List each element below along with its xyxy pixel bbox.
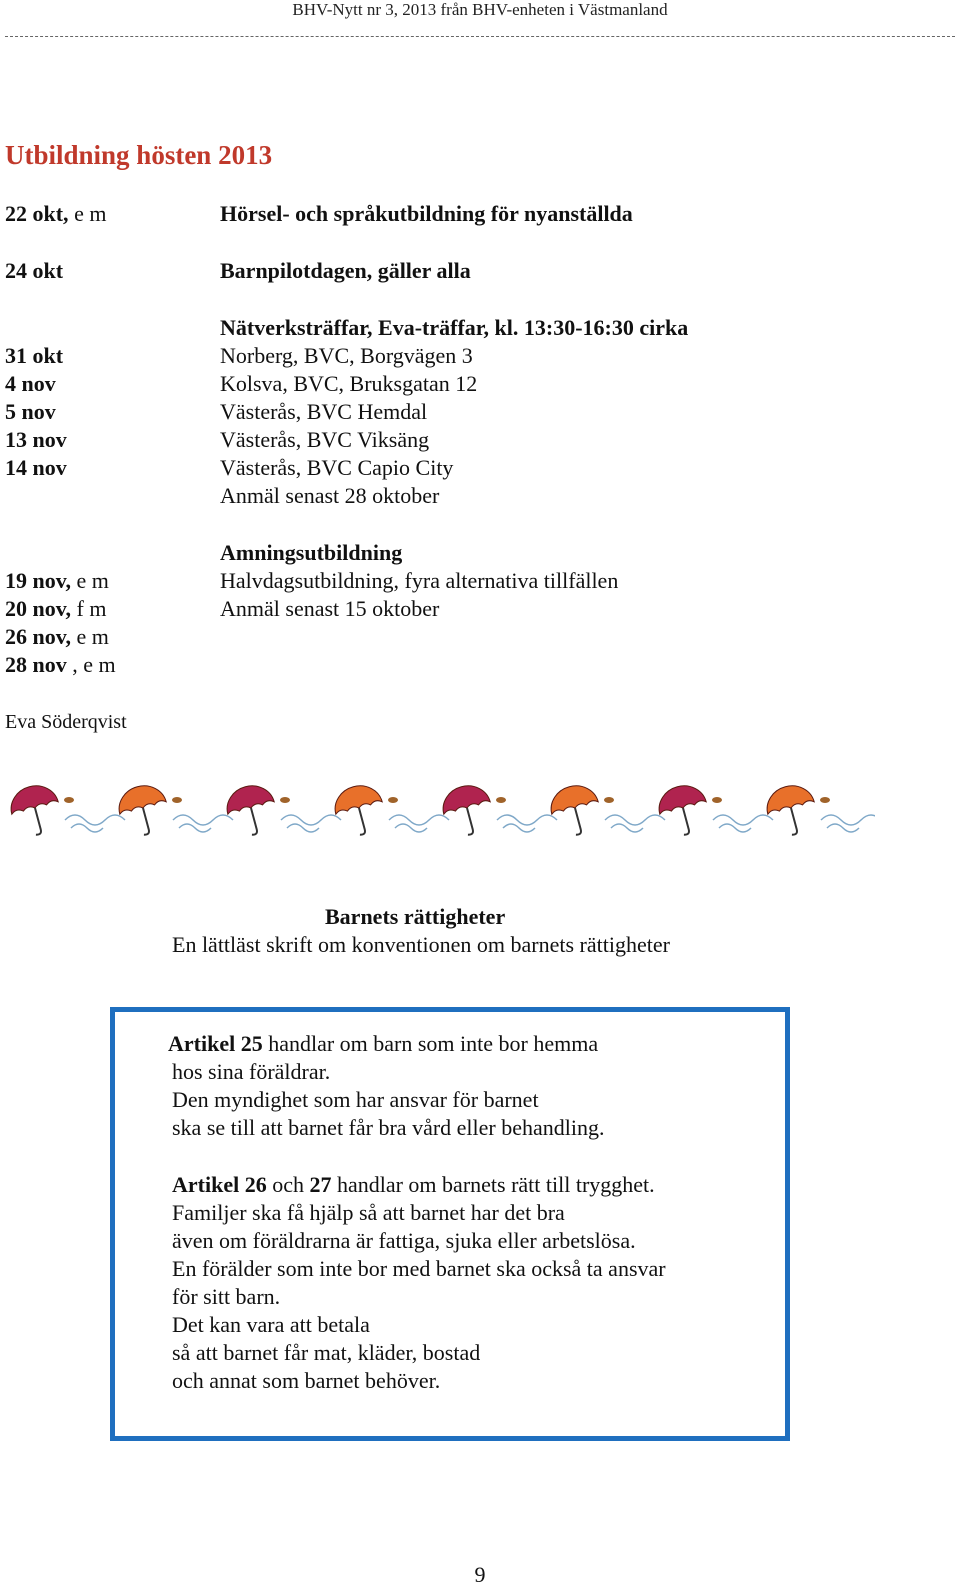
umbrella-icon (654, 781, 713, 838)
umbrella-icon (6, 781, 65, 838)
network-date: 31 okt (5, 343, 64, 368)
breastfeeding-deadline: Anmäl senast 15 oktober (220, 596, 440, 621)
wind-swirl-icon (389, 815, 449, 832)
article2627-line: och annat som barnet behöver. (172, 1368, 441, 1393)
wind-swirl-icon (821, 815, 875, 832)
page-number: 9 (474, 1562, 486, 1587)
wind-swirl-icon (713, 815, 773, 832)
article25-line: Den myndighet som har ansvar för barnet (172, 1087, 539, 1112)
rights-title: Barnets rättigheter (325, 904, 506, 929)
umbrella-icon (330, 781, 389, 838)
umbrella-border-icon (5, 778, 875, 838)
breastfeeding-date: 26 nov, e m (5, 624, 109, 649)
umbrella-icon (222, 781, 281, 838)
page-header: BHV-Nytt nr 3, 2013 från BHV-enheten i Västmanland (292, 0, 668, 19)
rights-subtitle: En lättläst skrift om konventionen om barnets rättigheter (172, 932, 670, 957)
leaf-icon (172, 797, 182, 803)
leaf-icon (712, 797, 722, 803)
network-date: 13 nov (5, 427, 67, 452)
network-date: 14 nov (5, 455, 67, 480)
breastfeeding-date: 19 nov, e m (5, 568, 109, 593)
breastfeeding-date: 20 nov, f m (5, 596, 107, 621)
network-place: Västerås, BVC Capio City (220, 455, 454, 480)
header-rule (5, 36, 955, 37)
article25-line: hos sina föräldrar. (172, 1059, 331, 1084)
umbrella-icon (114, 781, 173, 838)
article2627-line: även om föräldrarna är fattiga, sjuka eller arbetslösa. (172, 1228, 636, 1253)
article2627-line: Det kan vara att betala (172, 1312, 370, 1337)
leaf-icon (496, 797, 506, 803)
author-signature: Eva Söderqvist (5, 711, 127, 733)
wind-swirl-icon (605, 815, 665, 832)
leaf-icon (280, 797, 290, 803)
article2627-line: En förälder som inte bor med barnet ska också ta ansvar (172, 1256, 666, 1281)
wind-swirl-icon (497, 815, 557, 832)
wind-swirl-icon (173, 815, 233, 832)
network-place: Norberg, BVC, Borgvägen 3 (220, 343, 473, 368)
network-place: Västerås, BVC Viksäng (220, 427, 430, 452)
network-date: 5 nov (5, 399, 56, 424)
leaf-icon (388, 797, 398, 803)
umbrella-icon (438, 781, 497, 838)
hearing-course: Hörsel- och språkutbildning för nyanställda (220, 201, 633, 226)
section-title: Utbildning hösten 2013 (5, 140, 273, 170)
pilot-date: 24 okt (5, 258, 64, 283)
breastfeeding-heading: Amningsutbildning (220, 540, 403, 565)
leaf-icon (604, 797, 614, 803)
leaf-icon (64, 797, 74, 803)
network-date: 4 nov (5, 371, 56, 396)
network-deadline: Anmäl senast 28 oktober (220, 483, 440, 508)
umbrella-icon (546, 781, 605, 838)
wind-swirl-icon (281, 815, 341, 832)
article2627-line: för sitt barn. (172, 1284, 281, 1309)
breastfeeding-info: Halvdagsutbildning, fyra alternativa tillfällen (220, 568, 619, 593)
leaf-icon (820, 797, 830, 803)
pilot-course: Barnpilotdagen, gäller alla (220, 258, 471, 283)
article25-line: ska se till att barnet får bra vård eller behandling. (172, 1115, 605, 1140)
hearing-date: 22 okt, e m (5, 201, 107, 226)
article2627-line: Familjer ska få hjälp så att barnet har det bra (172, 1200, 565, 1225)
umbrella-icon (762, 781, 821, 838)
wind-swirl-icon (65, 815, 125, 832)
article25-heading: Artikel 25 handlar om barn som inte bor hemma (168, 1031, 599, 1056)
network-place: Kolsva, BVC, Bruksgatan 12 (220, 371, 478, 396)
network-place: Västerås, BVC Hemdal (220, 399, 428, 424)
article2627-line: så att barnet får mat, kläder, bostad (172, 1340, 481, 1365)
article2627-heading: Artikel 26 och 27 handlar om barnets rätt till trygghet. (172, 1172, 655, 1197)
breastfeeding-date: 28 nov , e m (5, 652, 116, 677)
network-heading: Nätverksträffar, Eva-träffar, kl. 13:30-16:30 cirka (220, 315, 689, 340)
